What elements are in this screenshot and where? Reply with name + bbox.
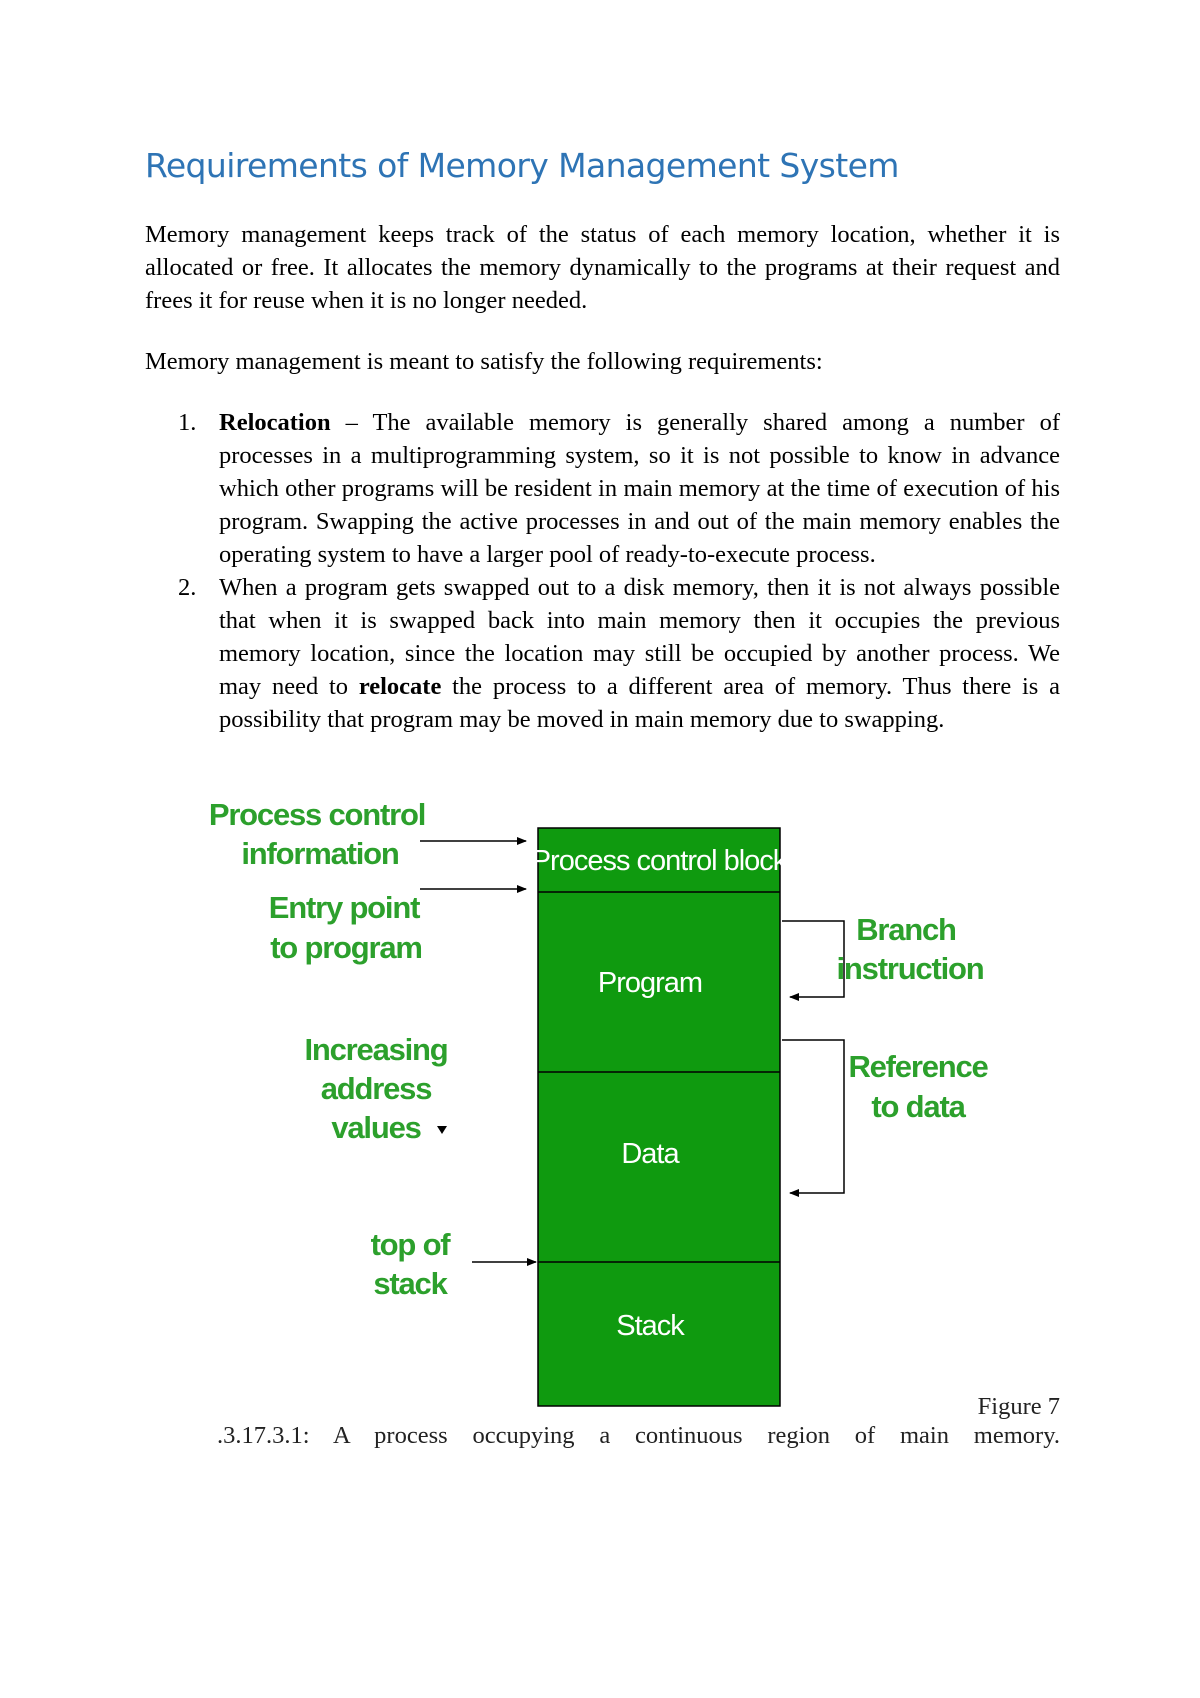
entry-point-label-line1: Entry point [268, 890, 420, 925]
intro-paragraph: Memory management keeps track of the status of each memory location, whether it is allocated or free. It allocates the memory dynamically to the programs at their request and frees it for reuse when it is no longer needed. [145, 221, 1060, 314]
pcb-segment-label: Process control block [531, 845, 787, 877]
list-item-text: When a program gets swapped out to a disk memory, then it is not always possible that when it is swapped back into main memory then it occupies the previous memory location, since the location may still be occupied by another process. We may need to [219, 574, 1060, 700]
relocation-term: Relocation [219, 409, 331, 436]
reference-label-line2: to data [871, 1089, 965, 1124]
reference-label-line1: Reference [848, 1049, 988, 1084]
increasing-address-label-line3: values [331, 1110, 421, 1145]
increasing-address-label-line1: Increasing [304, 1032, 448, 1067]
requirements-intro: Memory management is meant to satisfy the following requirements: [145, 348, 823, 375]
branch-bracket-arrow [782, 921, 844, 997]
list-item-text-continued: the process to a different area of memory. Thus there is a possibility that program may be moved in main memory due to swapping. [219, 673, 1060, 733]
branch-label-line1: Branch [856, 912, 956, 947]
process-control-label-line1: Process control [208, 797, 426, 832]
page-title: Requirements of Memory Management System [145, 146, 899, 185]
stack-segment-label: Stack [616, 1310, 684, 1342]
down-arrow-icon [437, 1126, 447, 1134]
top-of-stack-label-line1: top of [370, 1227, 450, 1262]
program-segment-label: Program [597, 967, 703, 999]
list-item-number: 1. [178, 409, 197, 436]
data-segment-label: Data [621, 1138, 679, 1170]
list-item-number: 2. [178, 574, 197, 601]
reference-bracket-arrow [782, 1040, 844, 1193]
figure-caption-lead: Figure 7 [977, 1393, 1060, 1420]
branch-label-line2: instruction [836, 951, 984, 986]
relocate-emphasis: relocate [358, 673, 442, 700]
entry-point-label-line2: to program [270, 930, 422, 965]
list-item-text: – The available memory is generally shared among a number of processes in a multiprogramming system, so it is not possible to know in advance which other programs will be resident in main memory at the time of execution of his program. Swapping the active processes in and out of the main memory enables the operating system to have a larger pool of ready-to-execute process. [219, 409, 1060, 568]
process-control-label-line2: information [241, 836, 399, 871]
increasing-address-label-line2: address [320, 1071, 432, 1106]
top-of-stack-label-line2: stack [373, 1266, 447, 1301]
figure-caption: .3.17.3.1: A process occupying a continuous region of main memory. [217, 1422, 1060, 1449]
